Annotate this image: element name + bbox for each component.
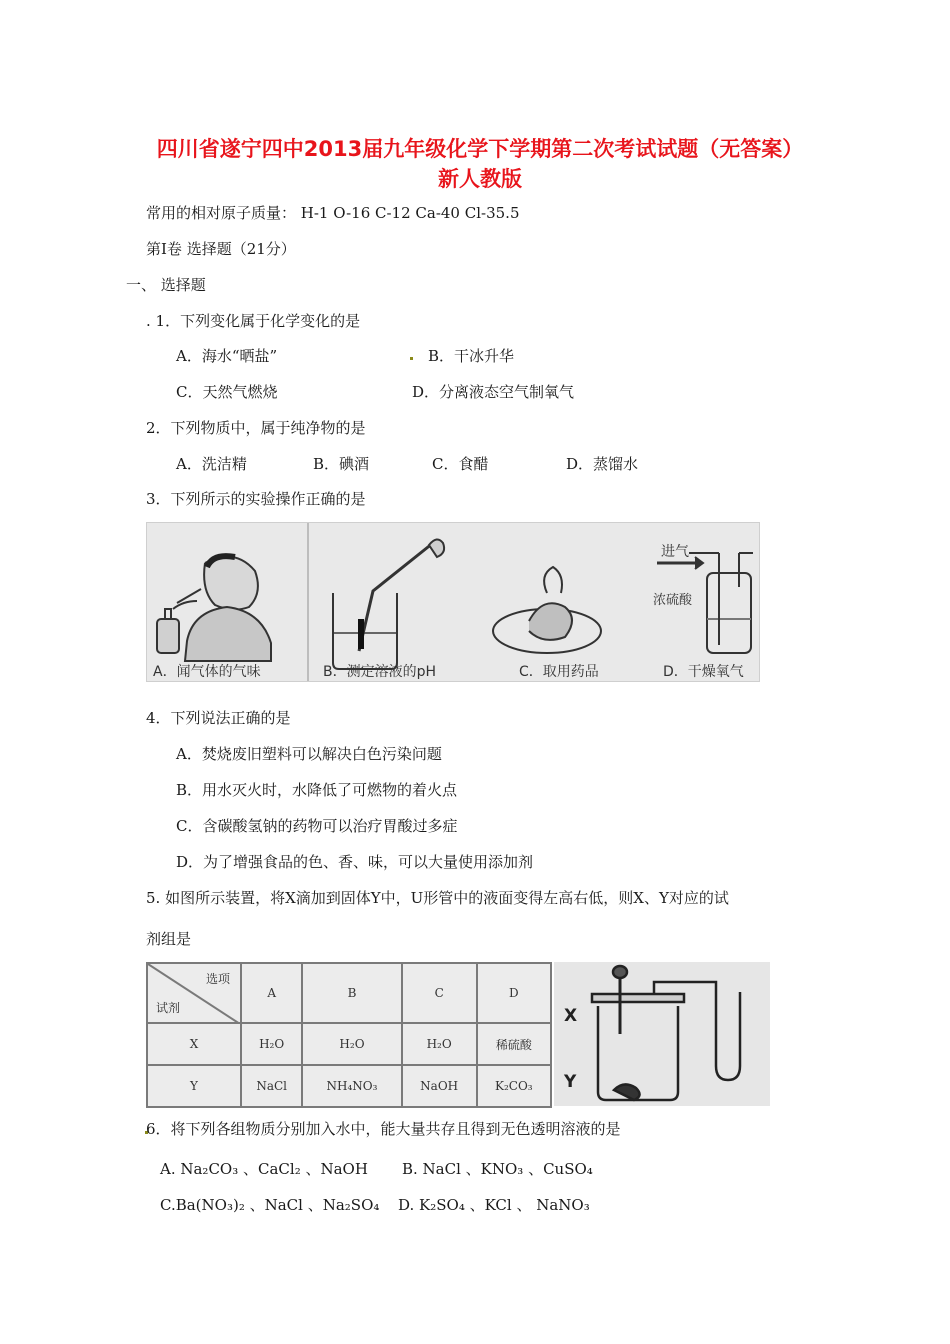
u-tube-apparatus-figure	[554, 962, 770, 1106]
row-label-x: X	[147, 1023, 241, 1065]
q2-stem: 2．下列物质中，属于纯净物的是	[146, 419, 366, 437]
q6-stem: 6．将下列各组物质分别加入水中，能大量共存且得到无色透明溶液的是	[146, 1120, 621, 1138]
q6-option-b: B. NaCl 、KNO₃ 、CuSO₄	[402, 1160, 593, 1178]
q3-label-b: B．测定溶液的pH	[323, 664, 437, 680]
q4-option-b: B．用水灭火时，水降低了可燃物的着火点	[176, 781, 458, 799]
table-cell: H₂O	[241, 1023, 302, 1065]
table-cell: NaCl	[241, 1065, 302, 1107]
row-label-y: Y	[147, 1065, 241, 1107]
apparatus-label-y: Y	[564, 1072, 577, 1092]
q3-stem: 3．下列所示的实验操作正确的是	[146, 490, 366, 508]
q1-option-b: B．干冰升华	[428, 347, 515, 365]
table-cell: 稀硫酸	[477, 1023, 551, 1065]
conc-acid-label: 浓硫酸	[653, 593, 693, 608]
table-cell: H₂O	[402, 1023, 477, 1065]
q1-option-a: A．海水“晒盐”	[176, 347, 278, 365]
dropper-bulb	[613, 966, 627, 978]
option-header-d: D	[477, 963, 551, 1023]
table-cell: NH₄NO₃	[302, 1065, 401, 1107]
atomic-masses: 常用的相对原子质量： H-1 O-16 C-12 Ca-40 Cl-35.5	[146, 204, 520, 222]
lab-operations-figure	[146, 522, 760, 682]
q2-option-d: D．蒸馏水	[566, 455, 639, 473]
apparatus-label-x: X	[564, 1006, 578, 1026]
speck-mark	[410, 357, 413, 360]
q6-option-d: D. K₂SO₄ 、KCl 、 NaNO₃	[398, 1196, 590, 1214]
solid-y	[614, 1084, 640, 1100]
corner-bottom-label: 试剂	[156, 1001, 181, 1015]
table-cell: NaOH	[402, 1065, 477, 1107]
gas-inlet-label: 进气	[661, 544, 689, 560]
flask-stopper	[592, 994, 684, 1002]
q3-label-c: C．取用药品	[519, 664, 599, 680]
smelling-gas-illustration	[157, 556, 271, 661]
part-one-heading: 一、 选择题	[126, 276, 206, 294]
table-cell: H₂O	[302, 1023, 401, 1065]
q5-stem-line2: 剂组是	[146, 930, 192, 948]
panel-divider	[307, 523, 309, 681]
corner-top-label: 选项	[205, 972, 230, 986]
q4-option-c: C．含碳酸氢钠的药物可以治疗胃酸过多症	[176, 817, 458, 835]
option-header-b: B	[302, 963, 401, 1023]
q1-stem: . 1．下列变化属于化学变化的是	[146, 312, 361, 330]
q2-option-c: C．食醋	[432, 455, 489, 473]
q6-option-c: C.Ba(NO₃)₂ 、NaCl 、Na₂SO₄	[160, 1196, 380, 1214]
q3-label-d: D．干燥氧气	[663, 664, 744, 680]
q1-option-c: C．天然气燃烧	[176, 383, 278, 401]
q3-label-a: A．闻气体的气味	[153, 664, 261, 680]
option-header-c: C	[402, 963, 477, 1023]
q4-option-a: A．焚烧废旧塑料可以解决白色污染问题	[176, 745, 442, 763]
section-header: 第Ⅰ卷 选择题（21分）	[146, 240, 296, 258]
ph-test-illustration	[333, 539, 444, 669]
reagent-table	[146, 962, 552, 1108]
option-header-a: A	[241, 963, 302, 1023]
table-corner-cell	[147, 963, 241, 1023]
u-tube-apparatus-drawing	[554, 962, 770, 1106]
q4-option-d: D．为了增强食品的色、香、味，可以大量使用添加剂	[176, 853, 534, 871]
u-tube	[716, 992, 740, 1080]
table-cell: K₂CO₃	[477, 1065, 551, 1107]
q5-stem-line1: 5. 如图所示装置，将X滴加到固体Y中，U形管中的液面变得左高右低，则X、Y对应的试	[146, 889, 729, 907]
q6-option-a: A. Na₂CO₃ 、CaCl₂ 、NaOH	[160, 1160, 368, 1178]
q2-option-b: B．碘酒	[313, 455, 370, 473]
q1-option-d: D．分离液态空气制氧气	[412, 383, 575, 401]
document-title: 四川省遂宁四中2013届九年级化学下学期第二次考试试题（无答案） 新人教版	[156, 137, 804, 191]
taking-reagent-illustration	[493, 567, 601, 653]
q4-stem: 4．下列说法正确的是	[146, 709, 291, 727]
flask-outline	[598, 1006, 678, 1100]
q2-option-a: A．洗洁精	[176, 455, 247, 473]
